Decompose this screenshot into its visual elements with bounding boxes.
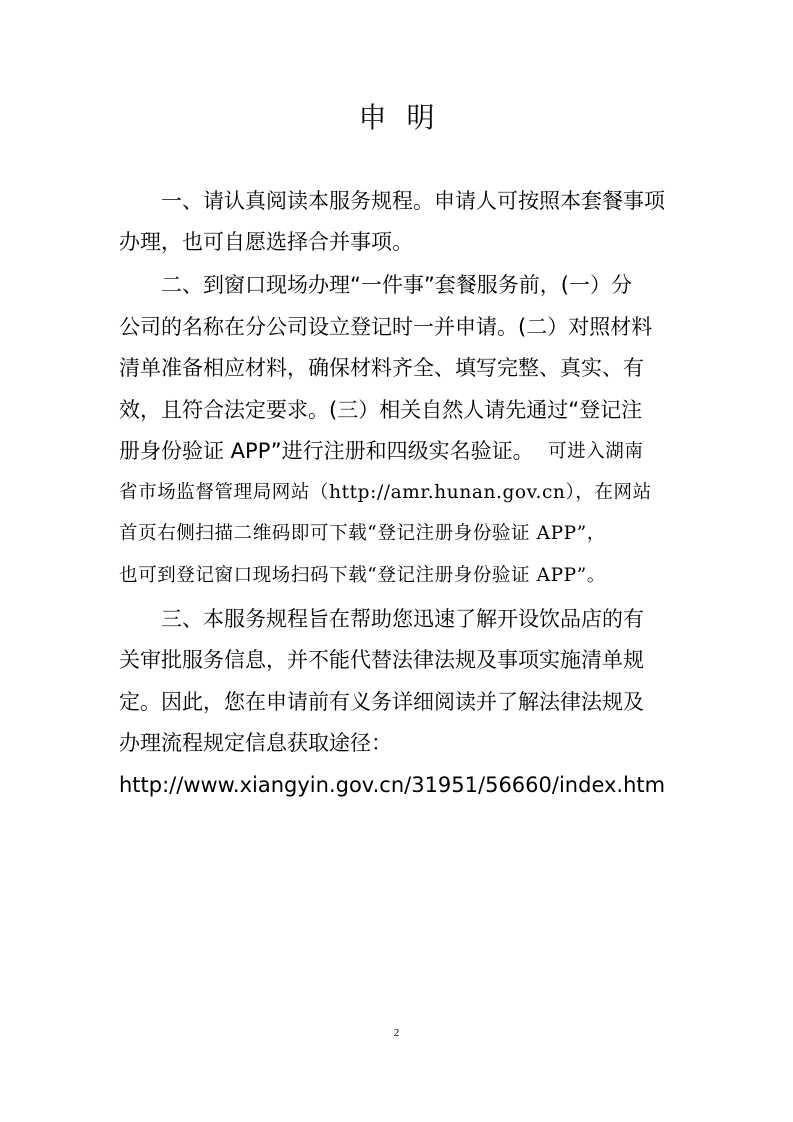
paragraph-1-line-1: 一、请认真阅读本服务规程。申请人可按照本套餐事项: [161, 189, 665, 213]
paragraph-2-line-4: 效，且符合法定要求。(三）相关自然人请先通过“登记注: [119, 398, 643, 422]
document-title: 申明: [358, 101, 455, 134]
info-url: http://www.xiangyin.gov.cn/31951/56660/index.htm: [119, 773, 666, 797]
paragraph-2-line-8: 也可到登记窗口现场扫码下载“登记注册身份验证 APP”。: [119, 565, 606, 586]
paragraph-2-line-5: 册身份验证 APP”进行注册和四级实名验证。: [119, 439, 534, 463]
paragraph-2-line-3: 清单准备相应材料，确保材料齐全、填写完整、真实、有: [119, 356, 644, 380]
paragraph-2-line-1: 二、到窗口现场办理“一件事”套餐服务前，(一）分: [161, 273, 632, 297]
page-number: 2: [393, 1027, 400, 1039]
paragraph-2-line-7: 首页右侧扫描二维码即可下载“登记注册身份验证 APP”，: [119, 523, 606, 544]
paragraph-2-line-2: 公司的名称在分公司设立登记时一并申请。(二）对照材料: [119, 315, 653, 339]
paragraph-2-line-6: 省市场监督管理局网站（http://amr.hunan.gov.cn），在网站: [119, 482, 652, 503]
paragraph-3-line-2: 关审批服务信息，并不能代替法律法规及事项实施清单规: [119, 648, 644, 672]
paragraph-3-line-1: 三、本服务规程旨在帮助您迅速了解开设饮品店的有: [161, 607, 644, 631]
paragraph-2-line-5-tail: 可进入湖南: [548, 441, 644, 462]
paragraph-3-line-4: 办理流程规定信息获取途径：: [119, 731, 392, 755]
paragraph-3-line-3: 定。因此，您在申请前有义务详细阅读并了解法律法规及: [119, 690, 644, 714]
paragraph-1-line-2: 办理，也可自愿选择合并事项。: [119, 230, 413, 254]
